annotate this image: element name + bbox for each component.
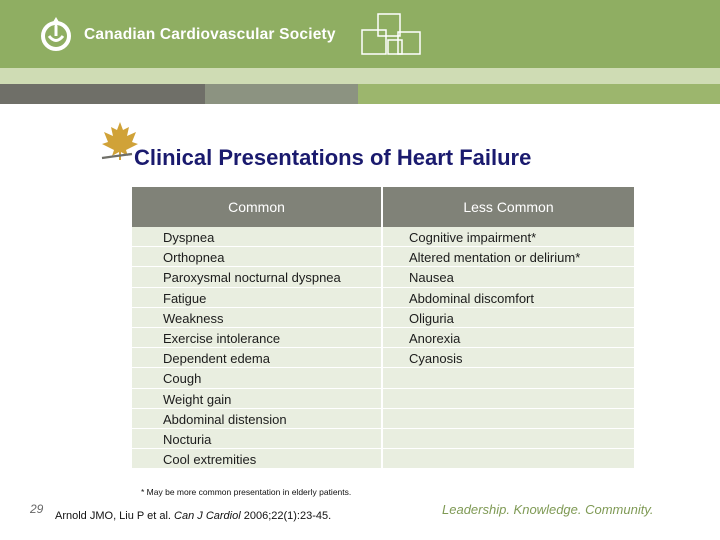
decorative-squares-icon: [358, 12, 424, 64]
page-number: 29: [30, 502, 44, 516]
list-item: Cough: [163, 371, 202, 387]
tagline: Leadership. Knowledge. Community.: [442, 502, 654, 517]
stripe-segment-mid: [205, 84, 358, 104]
header-common: Common: [132, 187, 383, 227]
citation: [55, 510, 331, 522]
list-item: Paroxysmal nocturnal dyspnea: [163, 270, 341, 286]
list-item: Abdominal distension: [163, 411, 287, 427]
list-item: Nocturia: [163, 431, 212, 447]
org-name: Canadian Cardiovascular Society: [84, 26, 336, 43]
header-less-common: Less Common: [383, 187, 634, 227]
list-item: Exercise intolerance: [163, 330, 281, 346]
banner-stripe-segments: [0, 84, 720, 104]
list-item: Cool extremities: [163, 452, 257, 468]
header-banner: [0, 0, 720, 68]
list-item: Fatigue: [163, 290, 207, 306]
list-item: Nausea: [409, 270, 454, 286]
common-list: [163, 228, 341, 470]
stripe-segment-dark: [0, 84, 205, 104]
heart-leaf-logo-icon: [36, 12, 76, 56]
list-item: Cyanosis: [409, 351, 463, 367]
presentations-table: [132, 187, 634, 469]
list-item: Weakness: [163, 310, 224, 326]
stripe-segment-green: [358, 84, 720, 104]
list-item: Dyspnea: [163, 230, 215, 245]
table-body: [132, 227, 634, 469]
list-item: Anorexia: [409, 330, 461, 346]
list-item: Dependent edema: [163, 351, 270, 367]
citation-journal: Can J Cardiol: [174, 510, 241, 522]
list-item: Abdominal discomfort: [409, 290, 534, 306]
list-item: Oliguria: [409, 310, 454, 326]
list-item: Altered mentation or delirium*: [409, 250, 581, 266]
list-item: Weight gain: [163, 391, 232, 407]
less-common-list: [409, 228, 580, 369]
banner-stripe-light: [0, 68, 720, 84]
list-item: Orthopnea: [163, 250, 225, 266]
table-header-row: [132, 187, 634, 227]
list-item: Cognitive impairment*: [409, 230, 537, 245]
column-divider: [381, 227, 383, 469]
footnote: * May be more common presentation in elderly patients.: [141, 487, 352, 497]
citation-authors: Arnold JMO, Liu P et al.: [55, 510, 175, 522]
slide-title: Clinical Presentations of Heart Failure: [134, 145, 532, 170]
citation-volume: 2006;22(1):23-45.: [240, 510, 332, 522]
